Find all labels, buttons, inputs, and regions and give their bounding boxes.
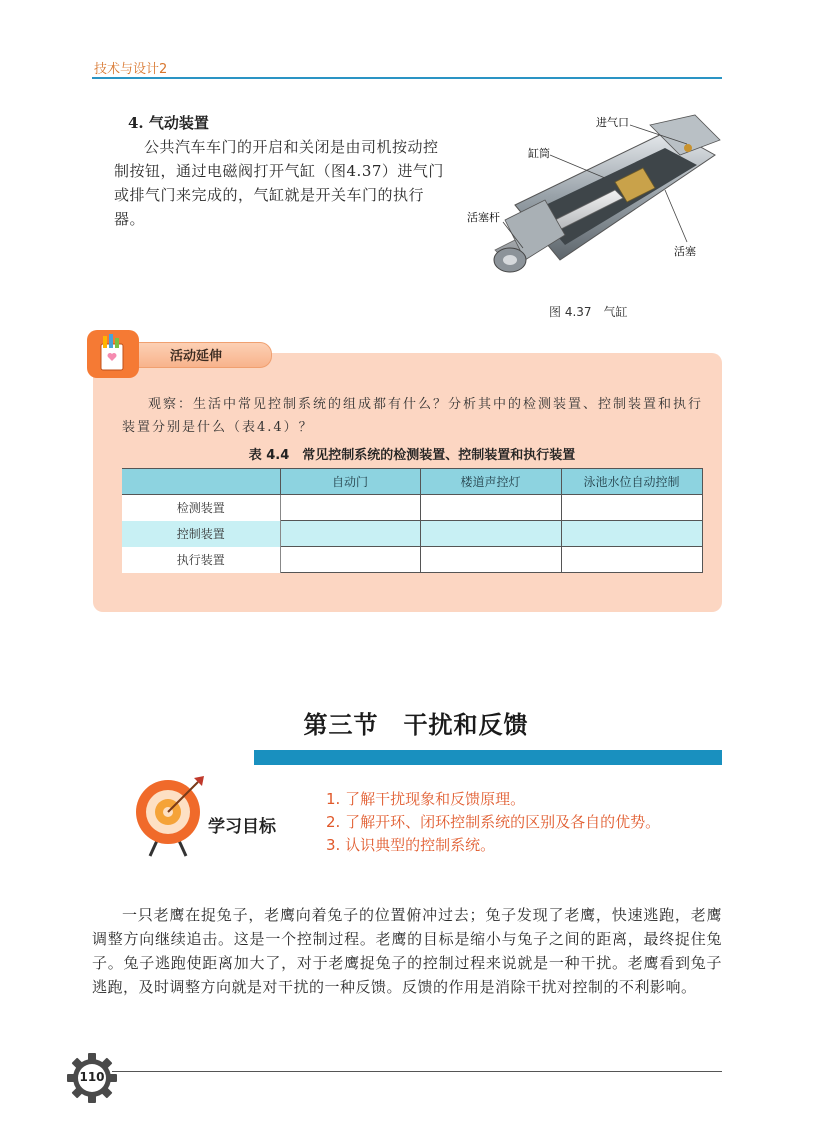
table-header-cell: 自动门 (280, 469, 420, 495)
footer-rule (112, 1071, 722, 1072)
goal-item: 3. 认识典型的控制系统。 (326, 836, 496, 854)
table-cell[interactable] (561, 521, 702, 547)
goals-list (326, 788, 660, 857)
table-cell[interactable] (280, 495, 420, 521)
subsection-paragraph: 公共汽车车门的开启和关闭是由司机按动控制按钮，通过电磁阀打开气缸（图4.37）进气门或排气门来完成的，气缸就是开关车门的执行器。 (114, 138, 444, 228)
table-header-cell: 楼道声控灯 (420, 469, 561, 495)
activity-icon (87, 330, 139, 378)
label-inlet: 进气口 (596, 116, 629, 129)
activity-text: 观察：生活中常见控制系统的组成都有什么？分析其中的检测装置、控制装置和执行装置分别是什么（表4.4）？ (122, 397, 704, 435)
label-piston: 活塞 (674, 245, 696, 258)
table-row (122, 521, 702, 547)
row-label: 检测装置 (122, 495, 280, 521)
table-header-row (122, 469, 702, 495)
page-number: 110 (79, 1070, 105, 1084)
goals-label: 学习目标 (208, 817, 276, 837)
activity-title: 活动延伸 (170, 349, 223, 364)
figure-caption: 图 4.37 气缸 (549, 305, 628, 319)
row-label: 控制装置 (122, 521, 280, 547)
header-rule (92, 77, 722, 79)
table-row (122, 547, 702, 573)
table-row (122, 495, 702, 521)
goal-item: 2. 了解开环、闭环控制系统的区别及各自的优势。 (326, 813, 661, 831)
row-label: 执行装置 (122, 547, 280, 573)
body-paragraph: 一只老鹰在捉兔子，老鹰向着兔子的位置俯冲过去；兔子发现了老鹰，快速逃跑，老鹰调整方向继续追击。这是一个控制过程。老鹰的目标是缩小与兔子之间的距离，最终捉住兔子。兔子逃跑使距离加大了，对于老鹰捉兔子的控制过程来说就是一种干扰。老鹰看到兔子逃跑，及时调整方向就是对干扰的一种反馈。反馈的作用是消除干扰对控制的不利影响。 (92, 906, 722, 996)
table-cell[interactable] (561, 547, 702, 573)
table-cell[interactable] (561, 495, 702, 521)
table-cell[interactable] (420, 495, 561, 521)
section-title-bar (254, 750, 722, 765)
subsection-heading: 4. 气动装置 (128, 114, 209, 132)
target-icon (130, 774, 210, 858)
cylinder-figure (465, 110, 721, 306)
goal-item: 1. 了解干扰现象和反馈原理。 (326, 790, 526, 808)
section-title: 第三节 干扰和反馈 (303, 711, 529, 739)
bag-icon (87, 330, 139, 378)
label-rod: 活塞杆 (467, 211, 500, 224)
table-cell[interactable] (420, 521, 561, 547)
table-corner-cell (122, 469, 280, 495)
table-cell[interactable] (420, 547, 561, 573)
label-barrel: 缸筒 (528, 147, 550, 160)
table-cell[interactable] (280, 521, 420, 547)
table-caption: 表 4.4 常见控制系统的检测装置、控制装置和执行装置 (248, 448, 576, 463)
systems-table (122, 468, 703, 573)
table-cell[interactable] (280, 547, 420, 573)
running-head: 技术与设计2 (94, 62, 168, 77)
table-header-cell: 泳池水位自动控制 (561, 469, 702, 495)
